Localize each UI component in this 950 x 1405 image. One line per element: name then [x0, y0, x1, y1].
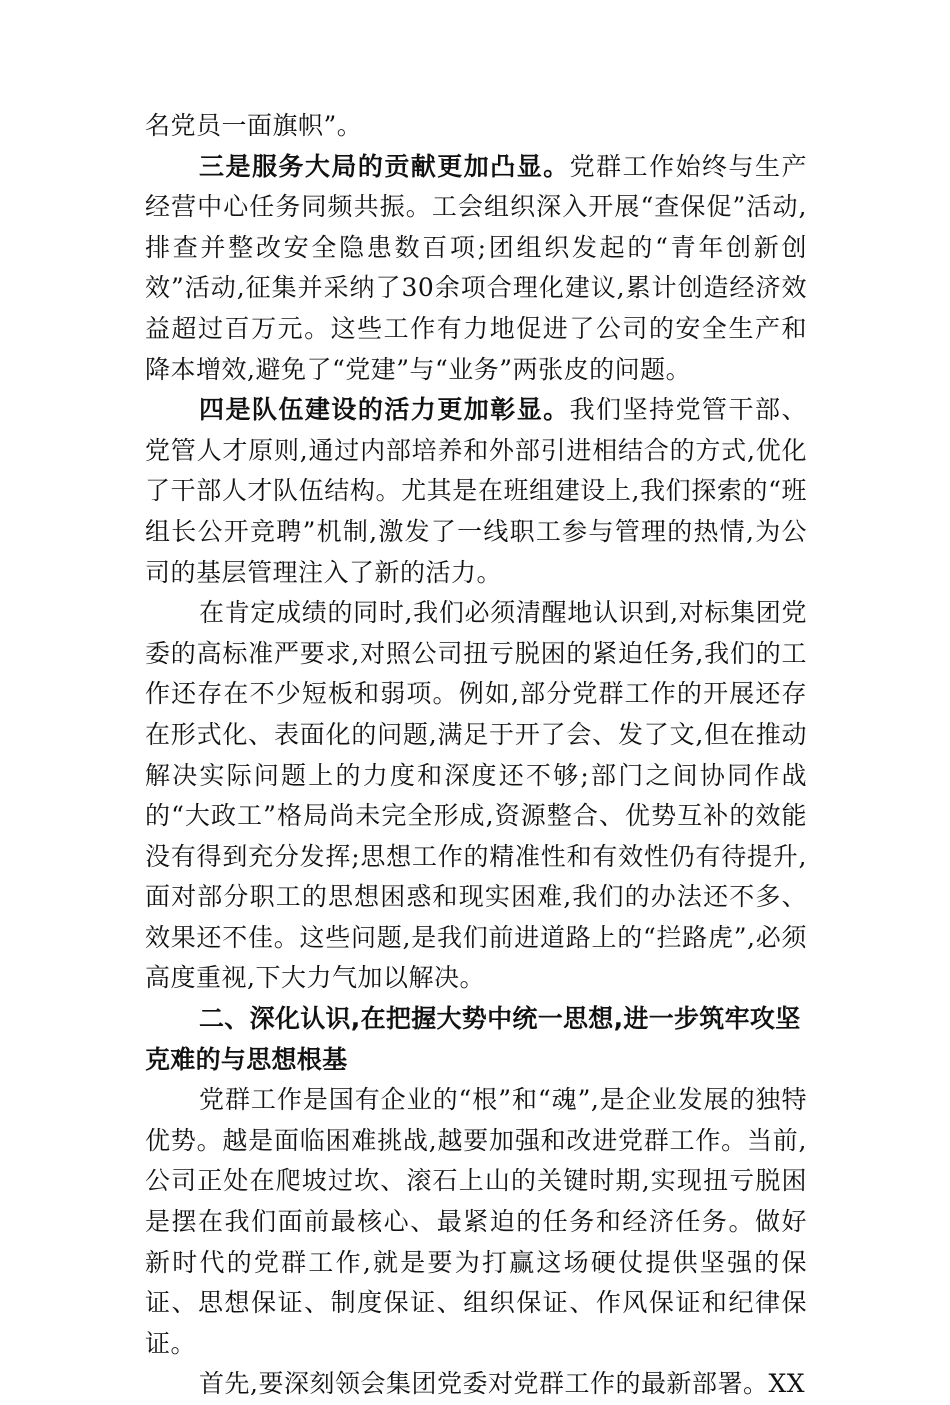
- paragraph-text: 首先,要深刻领会集团党委对党群工作的最新部署。XX: [199, 1369, 806, 1399]
- paragraph-party-work-importance: [145, 1080, 807, 1364]
- paragraph-service-overall: [145, 147, 807, 391]
- section-heading: 二、深化认识,在把握大势中统一思想,进一步筑牢攻坚克难的与思想根基: [145, 1004, 801, 1074]
- paragraph-continuation: [145, 106, 807, 147]
- paragraph-team-building: [145, 390, 807, 593]
- paragraph-first-point: [145, 1364, 807, 1405]
- paragraph-text: 党群工作是国有企业的“根”和“魂”,是企业发展的独特优势。越是面临困难挑战,越要加强和改进党群工作。当前,公司正处在爬坡过坎、滚石上山的关键时期,实现扭亏脱困是摆在我们面前最核心、最紧迫的任务和经济任务。做好新时代的党群工作,就是要为打赢这场硬仗提供坚强的保证、思想保证、制度保证、组织保证、作风保证和纪律保证。: [145, 1085, 807, 1358]
- paragraph-text: 在肯定成绩的同时,我们必须清醒地认识到,对标集团党委的高标准严要求,对照公司扭亏脱困的紧迫任务,我们的工作还存在不少短板和弱项。例如,部分党群工作的开展还存在形式化、表面化的问题,满足于开了会、发了文,但在推动解决实际问题上的力度和深度还不够;部门之间协同作战的“大政工”格局尚未完全形成,资源整合、优势互补的效能没有得到充分发挥;思想工作的精准性和有效性仍有待提升,面对部分职工的思想困惑和现实困难,我们的办法还不多、效果还不佳。这些问题,是我们前进道路上的“拦路虎”,必须高度重视,下大力气加以解决。: [145, 598, 807, 993]
- paragraph-lead: 三是服务大局的贡献更加凸显。: [199, 151, 570, 181]
- paragraph-text: 我们坚持党管干部、党管人才原则,通过内部培养和外部引进相结合的方式,优化了干部人才队伍结构。尤其是在班组建设上,我们探索的“班组长公开竞聘”机制,激发了一线职工参与管理的热情,为公司的基层管理注入了新的活力。: [145, 395, 807, 587]
- document-page: [145, 106, 807, 1405]
- paragraph-lead: 四是队伍建设的活力更加彰显。: [199, 395, 570, 425]
- paragraph-text: 党群工作始终与生产经营中心任务同频共振。工会组织深入开展“查保促”活动,排查并整改安全隐患数百项;团组织发起的“青年创新创效”活动,征集并采纳了30余项合理化建议,累计创造经济效益超过百万元。这些工作有力地促进了公司的安全生产和降本增效,避免了“党建”与“业务”两张皮的问题。: [145, 151, 807, 384]
- paragraph-shortcomings: [145, 593, 807, 999]
- paragraph-text: 名党员一面旗帜”。: [145, 111, 363, 140]
